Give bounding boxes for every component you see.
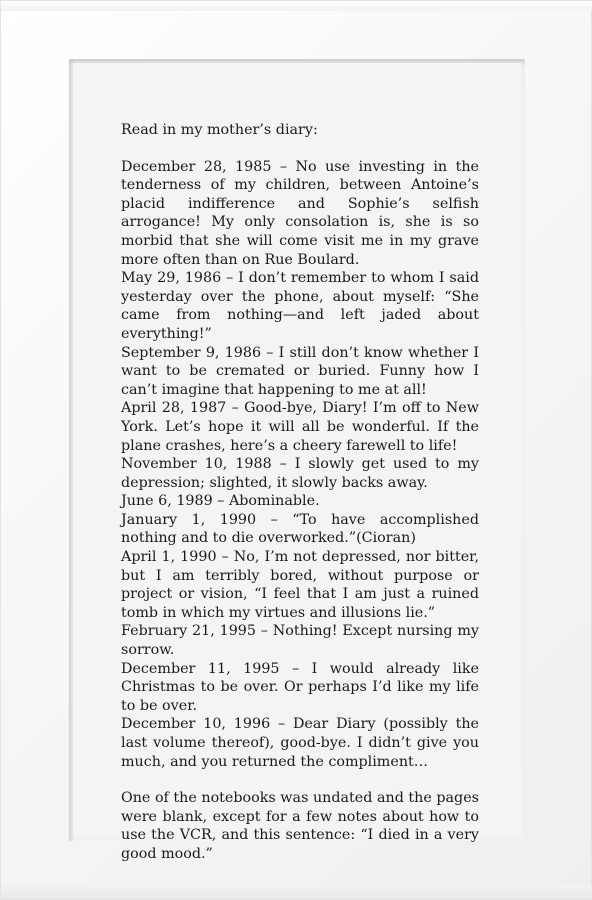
- diary-entry: June 6, 1989 – Abominable.: [121, 493, 320, 510]
- diary-entry: May 29, 1986 – I don’t remember to whom I said yesterday over the phone, about myself: “She came from nothing—and left jaded about everything!”: [121, 270, 479, 342]
- frame-top-edge: [1, 1, 592, 11]
- intro-line: Read in my mother’s diary:: [121, 122, 318, 138]
- diary-entry: September 9, 1986 – I still don’t know whether I want to be cremated or buried. Funny how I can’t imagine that happening to me at all!: [121, 344, 479, 398]
- frame-bottom-edge: [1, 885, 592, 899]
- diary-entry: November 10, 1988 – I slowly get used to my depression; slighted, it slowly backs away.: [121, 456, 479, 491]
- diary-entry: December 28, 1985 – No use investing in the tenderness of my children, between Antoine’s placid indifference and Sophie’s selfish arrogance! My only consolation is, she is so morbid that she will come visit me in my grave more often than on Rue Boulard.: [121, 158, 479, 268]
- diary-entry: January 1, 1990 – “To have accomplished nothing and to die overworked.”(Cioran): [121, 511, 479, 547]
- diary-entry: February 21, 1995 – Nothing! Except nursing my sorrow.: [121, 623, 479, 659]
- diary-entry: April 28, 1987 – Good-bye, Diary! I’m off to New York. Let’s hope it will all be wonderful. If the plane crashes, here’s a cheery farewell to life!: [121, 400, 479, 454]
- closing-paragraph: One of the notebooks was undated and the pages were blank, except for a few notes about how to use the VCR, and this sentence: “I died in a very good mood.”: [121, 790, 479, 862]
- diary-entry: December 11, 1995 – I would already like Christmas to be over. Or perhaps I’d like my life to be over.: [121, 660, 479, 714]
- diary-entry: December 10, 1996 – Dear Diary (possibly the last volume thereof), good-bye. I didn’t give you much, and you returned the compliment…: [121, 716, 479, 770]
- diary-entry: April 1, 1990 – No, I’m not depressed, nor bitter, but I am terribly bored, without purpose or project or vision, “I feel that I am just a ruined tomb in which my virtues and illusions lie.”: [121, 549, 479, 621]
- diary-text-block: [121, 121, 479, 864]
